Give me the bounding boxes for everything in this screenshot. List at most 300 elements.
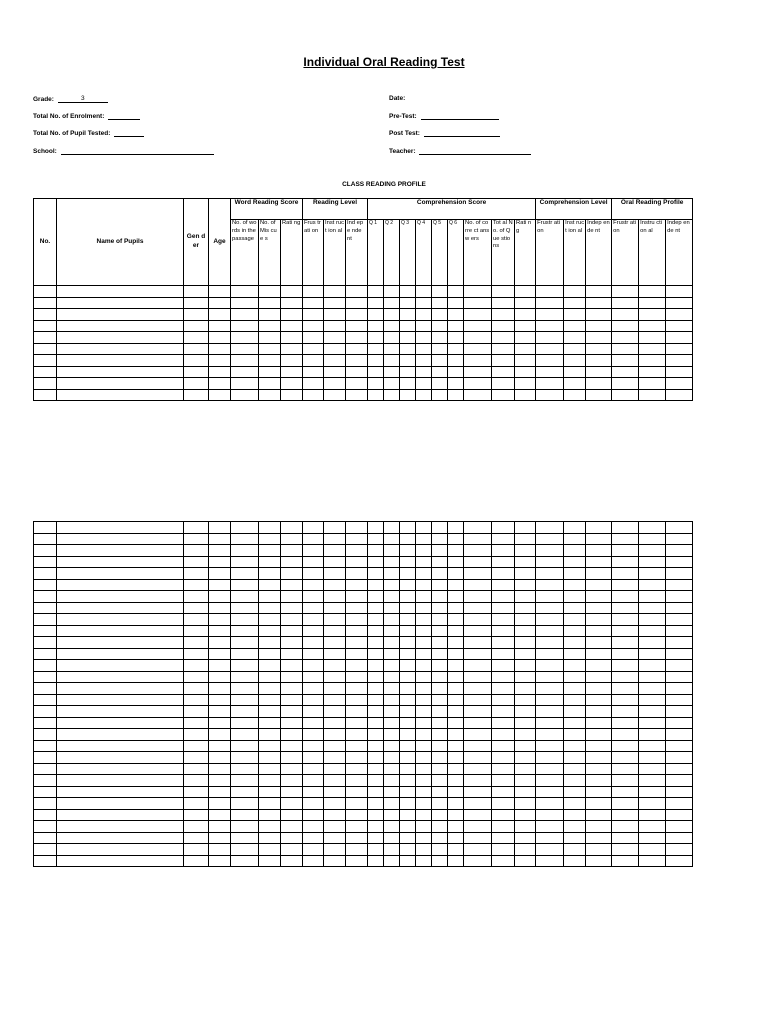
table-cell[interactable]: [57, 343, 184, 355]
table-cell[interactable]: [536, 614, 564, 626]
table-cell[interactable]: [666, 832, 693, 844]
table-cell[interactable]: [432, 378, 448, 390]
table-cell[interactable]: [536, 671, 564, 683]
table-cell[interactable]: [384, 522, 400, 534]
table-cell[interactable]: [612, 740, 639, 752]
table-cell[interactable]: [400, 366, 416, 378]
table-cell[interactable]: [209, 579, 231, 591]
table-cell[interactable]: [564, 297, 586, 309]
table-cell[interactable]: [586, 786, 612, 798]
table-cell[interactable]: [564, 821, 586, 833]
table-cell[interactable]: [432, 614, 448, 626]
table-cell[interactable]: [586, 694, 612, 706]
table-cell[interactable]: [492, 625, 515, 637]
table-cell[interactable]: [231, 614, 259, 626]
table-cell[interactable]: [184, 821, 209, 833]
table-cell[interactable]: [666, 844, 693, 856]
table-cell[interactable]: [515, 378, 536, 390]
table-cell[interactable]: [34, 775, 57, 787]
table-cell[interactable]: [400, 625, 416, 637]
table-cell[interactable]: [303, 809, 324, 821]
table-cell[interactable]: [564, 286, 586, 298]
table-cell[interactable]: [346, 320, 368, 332]
table-cell[interactable]: [432, 855, 448, 867]
table-cell[interactable]: [303, 740, 324, 752]
table-cell[interactable]: [612, 591, 639, 603]
table-cell[interactable]: [536, 366, 564, 378]
table-cell[interactable]: [281, 625, 303, 637]
table-cell[interactable]: [324, 355, 346, 367]
table-cell[interactable]: [324, 740, 346, 752]
table-cell[interactable]: [34, 809, 57, 821]
table-cell[interactable]: [400, 832, 416, 844]
table-cell[interactable]: [184, 389, 209, 401]
table-cell[interactable]: [416, 522, 432, 534]
table-cell[interactable]: [384, 683, 400, 695]
table-cell[interactable]: [448, 775, 464, 787]
table-cell[interactable]: [416, 602, 432, 614]
table-cell[interactable]: [612, 309, 639, 321]
table-cell[interactable]: [639, 740, 666, 752]
table-cell[interactable]: [492, 309, 515, 321]
table-cell[interactable]: [448, 660, 464, 672]
table-cell[interactable]: [564, 343, 586, 355]
table-cell[interactable]: [612, 706, 639, 718]
table-cell[interactable]: [400, 556, 416, 568]
table-cell[interactable]: [586, 297, 612, 309]
table-cell[interactable]: [536, 717, 564, 729]
table-cell[interactable]: [639, 752, 666, 764]
table-cell[interactable]: [586, 389, 612, 401]
table-cell[interactable]: [368, 844, 384, 856]
table-cell[interactable]: [432, 763, 448, 775]
table-cell[interactable]: [448, 844, 464, 856]
table-cell[interactable]: [281, 740, 303, 752]
table-cell[interactable]: [400, 821, 416, 833]
table-cell[interactable]: [515, 297, 536, 309]
table-cell[interactable]: [432, 694, 448, 706]
table-cell[interactable]: [184, 763, 209, 775]
table-cell[interactable]: [586, 366, 612, 378]
table-cell[interactable]: [464, 286, 492, 298]
table-cell[interactable]: [209, 832, 231, 844]
table-cell[interactable]: [586, 286, 612, 298]
table-cell[interactable]: [586, 752, 612, 764]
table-cell[interactable]: [432, 297, 448, 309]
table-cell[interactable]: [564, 706, 586, 718]
table-cell[interactable]: [536, 798, 564, 810]
table-cell[interactable]: [281, 706, 303, 718]
table-cell[interactable]: [324, 832, 346, 844]
table-cell[interactable]: [346, 809, 368, 821]
table-cell[interactable]: [346, 389, 368, 401]
table-cell[interactable]: [281, 752, 303, 764]
table-cell[interactable]: [416, 763, 432, 775]
table-cell[interactable]: [346, 694, 368, 706]
table-cell[interactable]: [492, 752, 515, 764]
table-cell[interactable]: [303, 729, 324, 741]
table-cell[interactable]: [346, 648, 368, 660]
table-cell[interactable]: [34, 729, 57, 741]
table-cell[interactable]: [492, 844, 515, 856]
table-cell[interactable]: [416, 648, 432, 660]
table-cell[interactable]: [536, 286, 564, 298]
table-cell[interactable]: [34, 320, 57, 332]
table-cell[interactable]: [34, 625, 57, 637]
table-cell[interactable]: [384, 602, 400, 614]
table-cell[interactable]: [57, 297, 184, 309]
table-cell[interactable]: [400, 591, 416, 603]
table-cell[interactable]: [515, 568, 536, 580]
table-cell[interactable]: [536, 832, 564, 844]
table-cell[interactable]: [57, 775, 184, 787]
table-cell[interactable]: [209, 786, 231, 798]
table-cell[interactable]: [259, 366, 281, 378]
table-cell[interactable]: [368, 775, 384, 787]
table-cell[interactable]: [34, 389, 57, 401]
table-cell[interactable]: [231, 683, 259, 695]
table-cell[interactable]: [400, 648, 416, 660]
table-cell[interactable]: [400, 522, 416, 534]
table-cell[interactable]: [259, 556, 281, 568]
table-cell[interactable]: [346, 366, 368, 378]
table-cell[interactable]: [536, 821, 564, 833]
table-cell[interactable]: [281, 786, 303, 798]
table-cell[interactable]: [432, 648, 448, 660]
table-cell[interactable]: [564, 855, 586, 867]
table-cell[interactable]: [324, 763, 346, 775]
table-cell[interactable]: [231, 591, 259, 603]
table-cell[interactable]: [464, 798, 492, 810]
table-cell[interactable]: [612, 717, 639, 729]
table-cell[interactable]: [639, 309, 666, 321]
table-cell[interactable]: [448, 683, 464, 695]
pretest-field[interactable]: [389, 112, 499, 120]
table-cell[interactable]: [639, 729, 666, 741]
table-cell[interactable]: [384, 389, 400, 401]
table-cell[interactable]: [281, 832, 303, 844]
table-cell[interactable]: [184, 694, 209, 706]
table-cell[interactable]: [384, 786, 400, 798]
table-cell[interactable]: [57, 568, 184, 580]
table-cell[interactable]: [281, 366, 303, 378]
table-cell[interactable]: [184, 332, 209, 344]
table-cell[interactable]: [515, 683, 536, 695]
table-cell[interactable]: [639, 320, 666, 332]
table-cell[interactable]: [515, 320, 536, 332]
table-cell[interactable]: [515, 355, 536, 367]
table-cell[interactable]: [448, 355, 464, 367]
table-cell[interactable]: [281, 637, 303, 649]
table-cell[interactable]: [515, 786, 536, 798]
table-cell[interactable]: [515, 844, 536, 856]
table-cell[interactable]: [231, 378, 259, 390]
table-cell[interactable]: [231, 579, 259, 591]
table-cell[interactable]: [281, 614, 303, 626]
table-cell[interactable]: [209, 671, 231, 683]
table-cell[interactable]: [324, 671, 346, 683]
table-cell[interactable]: [303, 556, 324, 568]
table-cell[interactable]: [346, 355, 368, 367]
table-cell[interactable]: [303, 522, 324, 534]
table-cell[interactable]: [586, 740, 612, 752]
table-cell[interactable]: [368, 821, 384, 833]
table-cell[interactable]: [666, 637, 693, 649]
table-cell[interactable]: [184, 579, 209, 591]
table-cell[interactable]: [368, 533, 384, 545]
table-cell[interactable]: [34, 821, 57, 833]
table-cell[interactable]: [384, 366, 400, 378]
table-cell[interactable]: [57, 694, 184, 706]
table-cell[interactable]: [259, 648, 281, 660]
table-cell[interactable]: [303, 625, 324, 637]
table-cell[interactable]: [416, 332, 432, 344]
table-cell[interactable]: [639, 798, 666, 810]
table-cell[interactable]: [184, 378, 209, 390]
table-cell[interactable]: [303, 752, 324, 764]
table-cell[interactable]: [231, 320, 259, 332]
table-cell[interactable]: [492, 717, 515, 729]
table-cell[interactable]: [515, 591, 536, 603]
table-cell[interactable]: [231, 533, 259, 545]
table-cell[interactable]: [231, 821, 259, 833]
table-cell[interactable]: [209, 343, 231, 355]
table-cell[interactable]: [448, 832, 464, 844]
table-cell[interactable]: [57, 591, 184, 603]
table-cell[interactable]: [586, 821, 612, 833]
table-cell[interactable]: [209, 556, 231, 568]
table-cell[interactable]: [231, 556, 259, 568]
table-cell[interactable]: [184, 545, 209, 557]
table-cell[interactable]: [34, 332, 57, 344]
table-cell[interactable]: [536, 545, 564, 557]
table-cell[interactable]: [448, 332, 464, 344]
table-cell[interactable]: [432, 522, 448, 534]
table-cell[interactable]: [464, 683, 492, 695]
table-cell[interactable]: [432, 786, 448, 798]
table-cell[interactable]: [639, 660, 666, 672]
table-cell[interactable]: [346, 763, 368, 775]
table-cell[interactable]: [281, 671, 303, 683]
table-cell[interactable]: [368, 602, 384, 614]
table-cell[interactable]: [34, 717, 57, 729]
table-cell[interactable]: [259, 286, 281, 298]
table-cell[interactable]: [34, 694, 57, 706]
table-cell[interactable]: [303, 798, 324, 810]
table-cell[interactable]: [259, 522, 281, 534]
table-cell[interactable]: [448, 694, 464, 706]
table-cell[interactable]: [564, 809, 586, 821]
table-cell[interactable]: [259, 775, 281, 787]
table-cell[interactable]: [492, 786, 515, 798]
table-cell[interactable]: [515, 660, 536, 672]
table-cell[interactable]: [612, 545, 639, 557]
table-cell[interactable]: [515, 366, 536, 378]
table-cell[interactable]: [400, 637, 416, 649]
table-cell[interactable]: [57, 729, 184, 741]
table-cell[interactable]: [639, 809, 666, 821]
table-cell[interactable]: [384, 694, 400, 706]
table-cell[interactable]: [281, 332, 303, 344]
table-cell[interactable]: [346, 556, 368, 568]
table-cell[interactable]: [231, 332, 259, 344]
table-cell[interactable]: [448, 614, 464, 626]
table-cell[interactable]: [586, 763, 612, 775]
table-cell[interactable]: [259, 602, 281, 614]
table-cell[interactable]: [259, 355, 281, 367]
table-cell[interactable]: [666, 855, 693, 867]
table-cell[interactable]: [209, 717, 231, 729]
table-cell[interactable]: [324, 706, 346, 718]
table-cell[interactable]: [231, 844, 259, 856]
table-cell[interactable]: [400, 343, 416, 355]
table-cell[interactable]: [400, 320, 416, 332]
table-cell[interactable]: [464, 602, 492, 614]
table-cell[interactable]: [492, 556, 515, 568]
table-cell[interactable]: [536, 522, 564, 534]
table-cell[interactable]: [259, 763, 281, 775]
table-cell[interactable]: [612, 855, 639, 867]
table-cell[interactable]: [57, 522, 184, 534]
table-cell[interactable]: [586, 545, 612, 557]
table-cell[interactable]: [368, 309, 384, 321]
table-cell[interactable]: [184, 637, 209, 649]
table-cell[interactable]: [281, 648, 303, 660]
table-cell[interactable]: [639, 832, 666, 844]
table-cell[interactable]: [448, 579, 464, 591]
table-cell[interactable]: [209, 614, 231, 626]
table-cell[interactable]: [515, 706, 536, 718]
table-cell[interactable]: [368, 694, 384, 706]
table-cell[interactable]: [346, 844, 368, 856]
table-cell[interactable]: [492, 568, 515, 580]
table-cell[interactable]: [184, 775, 209, 787]
table-cell[interactable]: [324, 591, 346, 603]
table-cell[interactable]: [324, 389, 346, 401]
table-cell[interactable]: [384, 809, 400, 821]
table-cell[interactable]: [259, 389, 281, 401]
table-cell[interactable]: [303, 389, 324, 401]
table-cell[interactable]: [639, 625, 666, 637]
table-cell[interactable]: [464, 671, 492, 683]
table-cell[interactable]: [536, 309, 564, 321]
table-cell[interactable]: [612, 522, 639, 534]
table-cell[interactable]: [586, 717, 612, 729]
table-cell[interactable]: [57, 786, 184, 798]
table-cell[interactable]: [666, 309, 693, 321]
table-cell[interactable]: [209, 844, 231, 856]
table-cell[interactable]: [400, 660, 416, 672]
table-cell[interactable]: [492, 740, 515, 752]
table-cell[interactable]: [34, 832, 57, 844]
table-cell[interactable]: [416, 378, 432, 390]
table-cell[interactable]: [346, 683, 368, 695]
table-cell[interactable]: [464, 717, 492, 729]
table-cell[interactable]: [303, 763, 324, 775]
table-cell[interactable]: [346, 798, 368, 810]
table-cell[interactable]: [492, 706, 515, 718]
table-cell[interactable]: [586, 343, 612, 355]
table-cell[interactable]: [536, 533, 564, 545]
table-cell[interactable]: [432, 844, 448, 856]
table-cell[interactable]: [416, 752, 432, 764]
table-cell[interactable]: [259, 533, 281, 545]
table-cell[interactable]: [515, 579, 536, 591]
table-cell[interactable]: [324, 522, 346, 534]
table-cell[interactable]: [586, 378, 612, 390]
table-cell[interactable]: [464, 729, 492, 741]
table-cell[interactable]: [384, 648, 400, 660]
table-cell[interactable]: [368, 832, 384, 844]
table-cell[interactable]: [612, 625, 639, 637]
table-cell[interactable]: [384, 378, 400, 390]
table-cell[interactable]: [57, 625, 184, 637]
table-cell[interactable]: [303, 706, 324, 718]
table-cell[interactable]: [564, 729, 586, 741]
table-cell[interactable]: [564, 832, 586, 844]
table-cell[interactable]: [209, 545, 231, 557]
table-cell[interactable]: [281, 309, 303, 321]
table-cell[interactable]: [57, 855, 184, 867]
table-cell[interactable]: [666, 320, 693, 332]
table-cell[interactable]: [281, 343, 303, 355]
table-cell[interactable]: [639, 522, 666, 534]
table-cell[interactable]: [666, 775, 693, 787]
table-cell[interactable]: [209, 821, 231, 833]
table-cell[interactable]: [448, 522, 464, 534]
table-cell[interactable]: [432, 320, 448, 332]
table-cell[interactable]: [448, 286, 464, 298]
table-cell[interactable]: [612, 683, 639, 695]
table-cell[interactable]: [448, 706, 464, 718]
table-cell[interactable]: [492, 389, 515, 401]
table-cell[interactable]: [259, 309, 281, 321]
table-cell[interactable]: [515, 286, 536, 298]
table-cell[interactable]: [416, 729, 432, 741]
table-cell[interactable]: [564, 763, 586, 775]
table-cell[interactable]: [34, 614, 57, 626]
table-cell[interactable]: [536, 752, 564, 764]
table-cell[interactable]: [184, 286, 209, 298]
table-cell[interactable]: [416, 320, 432, 332]
table-cell[interactable]: [492, 602, 515, 614]
table-cell[interactable]: [564, 683, 586, 695]
table-cell[interactable]: [259, 660, 281, 672]
table-cell[interactable]: [536, 320, 564, 332]
table-cell[interactable]: [57, 309, 184, 321]
table-cell[interactable]: [492, 343, 515, 355]
table-cell[interactable]: [564, 556, 586, 568]
table-cell[interactable]: [324, 378, 346, 390]
table-cell[interactable]: [57, 366, 184, 378]
table-cell[interactable]: [464, 343, 492, 355]
table-cell[interactable]: [231, 309, 259, 321]
table-cell[interactable]: [432, 717, 448, 729]
table-cell[interactable]: [536, 332, 564, 344]
table-cell[interactable]: [384, 637, 400, 649]
table-cell[interactable]: [384, 798, 400, 810]
table-cell[interactable]: [432, 355, 448, 367]
table-cell[interactable]: [400, 355, 416, 367]
table-cell[interactable]: [324, 844, 346, 856]
table-cell[interactable]: [368, 671, 384, 683]
table-cell[interactable]: [346, 832, 368, 844]
table-cell[interactable]: [515, 855, 536, 867]
table-cell[interactable]: [492, 671, 515, 683]
table-cell[interactable]: [384, 286, 400, 298]
table-cell[interactable]: [324, 320, 346, 332]
table-cell[interactable]: [303, 717, 324, 729]
